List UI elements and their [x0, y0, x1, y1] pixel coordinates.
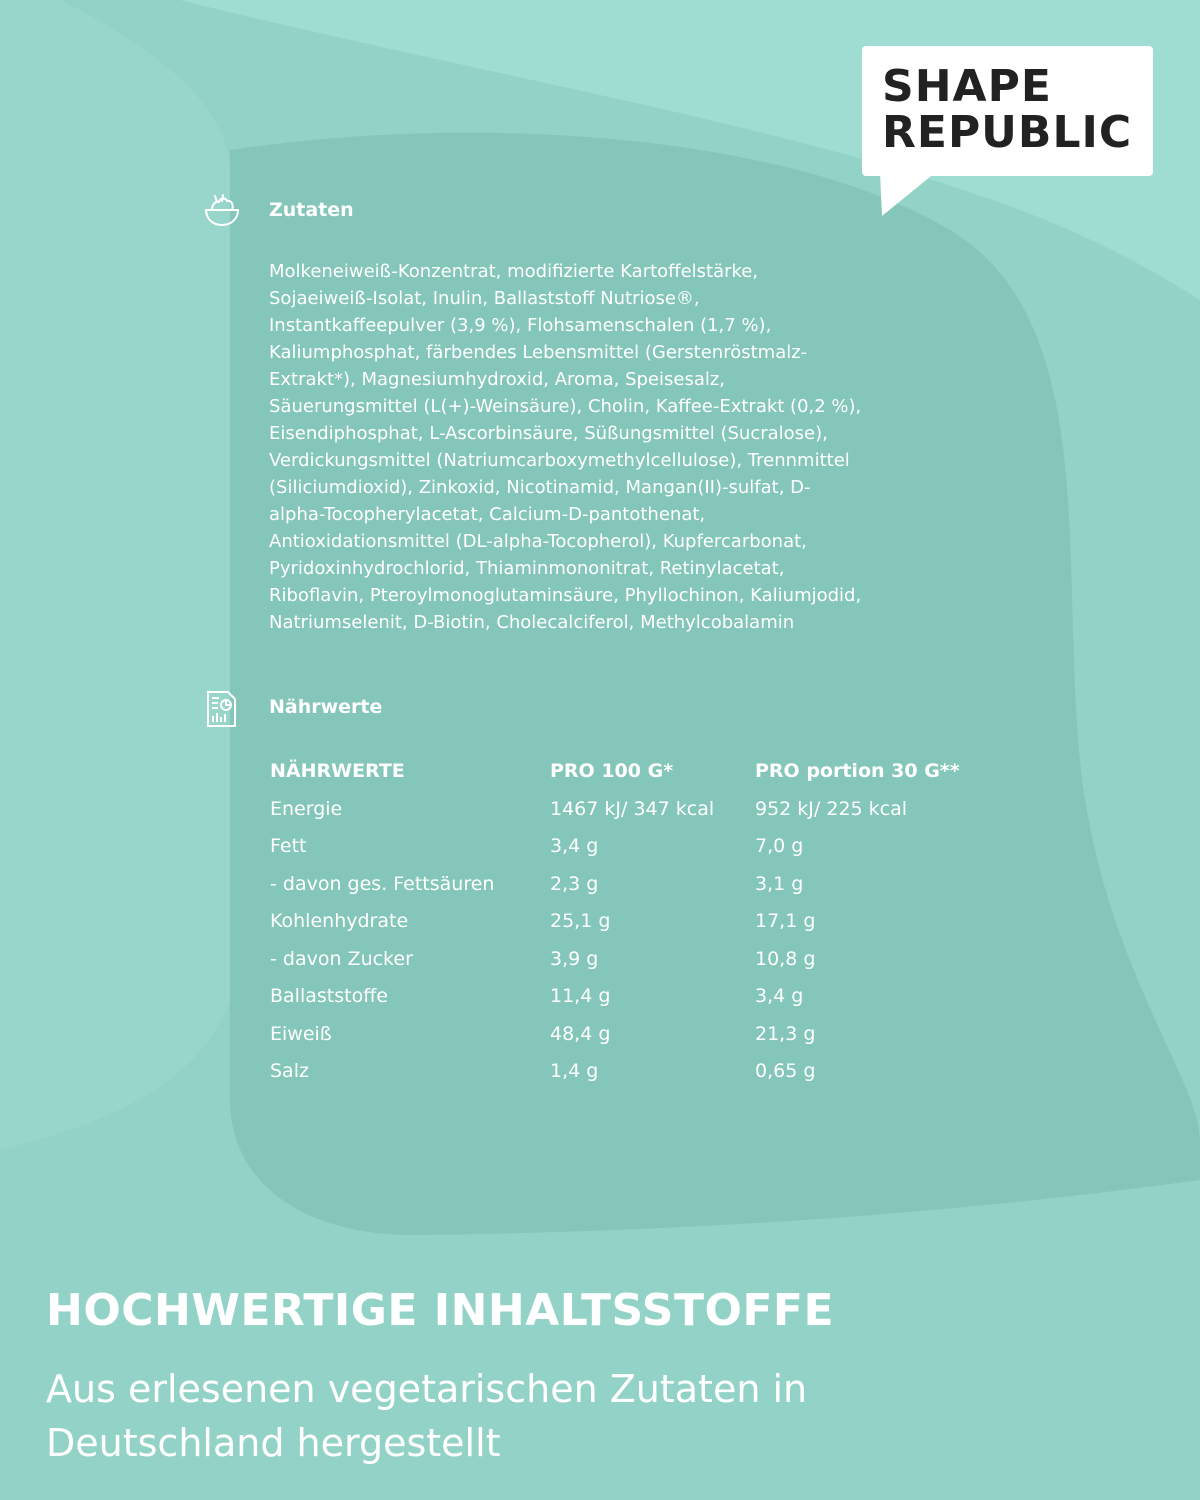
table-row: [266, 790, 1005, 828]
value-per-portion: 7,0 g: [755, 835, 804, 858]
nutrient-name: Eiweiß: [270, 1022, 332, 1045]
value-per-portion: 3,4 g: [755, 985, 804, 1008]
ingredients-title: Zutaten: [269, 199, 354, 221]
nutrient-name: Salz: [270, 1060, 309, 1083]
table-row: [266, 1015, 1005, 1053]
table-row: [266, 865, 1005, 903]
nutrition-header-row: [266, 752, 1005, 790]
value-per-portion: 952 kJ/ 225 kcal: [755, 797, 908, 820]
table-row: [266, 978, 1005, 1016]
header-per-100g: PRO 100 G*: [550, 760, 674, 782]
value-per-portion: 3,1 g: [755, 872, 804, 895]
value-per-100g: 2,3 g: [550, 872, 599, 895]
value-per-100g: 11,4 g: [550, 985, 611, 1008]
value-per-100g: 1467 kJ/ 347 kcal: [550, 797, 715, 820]
value-per-100g: 3,9 g: [550, 947, 599, 970]
value-per-100g: 25,1 g: [550, 910, 611, 933]
table-row: [266, 828, 1005, 866]
brand-logo-text: [882, 61, 1142, 158]
value-per-100g: 3,4 g: [550, 835, 599, 858]
nutrient-name: Kohlenhydrate: [270, 910, 409, 933]
brand-line-2: REPUBLIC: [882, 107, 1133, 158]
nutrition-title: Nährwerte: [269, 696, 383, 718]
nutrient-name: - davon Zucker: [270, 947, 413, 970]
table-row: [266, 1053, 1005, 1091]
nutrient-name: Fett: [270, 835, 307, 858]
header-nutrient: NÄHRWERTE: [270, 760, 405, 782]
header-per-portion: PRO portion 30 G**: [755, 760, 960, 782]
value-per-100g: 1,4 g: [550, 1060, 599, 1083]
value-per-100g: 48,4 g: [550, 1022, 611, 1045]
value-per-portion: 0,65 g: [755, 1060, 816, 1083]
nutrient-name: Ballaststoffe: [270, 985, 388, 1008]
table-row: [266, 903, 1005, 941]
nutrient-name: - davon ges. Fettsäuren: [270, 872, 495, 895]
nutrient-name: Energie: [270, 797, 343, 820]
logo-speech-tail: [880, 172, 940, 216]
nutrition-table: [266, 752, 1005, 1090]
footer-subline: Aus erlesenen vegetarischen Zutaten in Deutschland hergestellt: [46, 1367, 808, 1465]
brand-logo: [862, 46, 1153, 176]
ingredients-text: Molkeneiweiß-Konzentrat, modifizierte Kartoffelstärke, Sojaeiweiß-Isolat, Inulin, Ballaststoff Nutriose®, Instantkaffeepulver (3,9 %), Flohsamenschalen (1,7 %), Kaliumphosphat, färbendes Lebensmittel (Gerstenröstmalz- Extrakt*), Magnesiumhydroxid, Aroma, Speisesalz, Säuerungsmittel (L(+)-Weinsäure), Cholin, Kaffee-Extrakt (0,2 %), Eisendiphosphat, L-Ascorbinsäure, Süßungsmittel (Sucralose), Verdickungsmittel (Natriumcarboxymethylcellulose), Trennmittel (Siliciumdioxid), Zinkoxid, Nicotinamid, Mangan(II)-sulfat, D- alpha-Tocopherylacetat, Calcium-D-pantothenat, Antioxidationsmittel (DL-alpha-Tocopherol), Kupfercarbonat, Pyridoxinhydrochlorid, Thiaminmononitrat, Retinylacetat, Riboflavin, Pteroylmonoglutaminsäure, Phyllochinon, Kaliumjodid, Natriumselenit, D-Biotin, Cholecalciferol, Methylcobalamin: [269, 261, 862, 633]
value-per-portion: 10,8 g: [755, 947, 816, 970]
table-row: [266, 940, 1005, 978]
value-per-portion: 21,3 g: [755, 1022, 816, 1045]
report-chart-icon: [204, 690, 242, 728]
salad-bowl-icon: [203, 192, 241, 230]
brand-line-1: SHAPE: [882, 61, 1052, 112]
value-per-portion: 17,1 g: [755, 910, 816, 933]
footer-headline: HOCHWERTIGE INHALTSSTOFFE: [46, 1285, 835, 1336]
